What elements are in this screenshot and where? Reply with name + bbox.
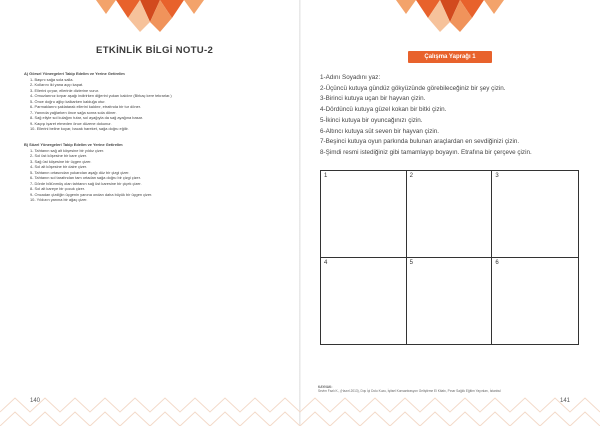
list-item: 6- Tahtanın sol tarafından tam ortadan sağa doğru bir çizgi çizer. (30, 175, 141, 180)
list-item: 2- Sol üst köşesine bir kare çizer. (30, 153, 88, 158)
task-line: 7-Beşinci kutuya oyun parkında bulunan araçlardan en sevdiğinizi çizin. (320, 138, 520, 146)
list-item: 10- Ellerini beline koyar, bacak hareket, sağa doğru eğilir. (30, 126, 129, 131)
list-item: 5- Önce doğru ağlıp kalkarken kalduğa otur. (30, 98, 106, 104)
list-item: 10- Yıldızın yanına bir ağaç çizer. (30, 197, 88, 202)
section-b (24, 142, 274, 203)
list-item: 8- Sağ eliyle sol kulağını tutar, sol ayağıyla da sağ ayağına basar. (30, 115, 143, 120)
task-line: 4-Dördüncü kutuya güzel kokan bir bitki çizin. (320, 106, 447, 114)
drawing-box-5[interactable]: 5 (407, 258, 493, 345)
worksheet-badge: Çalışma Yaprağı 1 (408, 51, 492, 63)
list-item: 7- Yanında yağlarken önce sağa sonra sola döner. (30, 109, 117, 115)
drawing-box-4[interactable]: 4 (321, 258, 407, 345)
list-item: 8- Sol alt kareye bir çocuk çizer. (30, 186, 85, 191)
drawing-box-2[interactable]: 2 (407, 171, 493, 258)
right-page (300, 0, 600, 426)
drawing-box-6[interactable]: 6 (495, 259, 499, 266)
drawing-box-3[interactable]: 3 (492, 171, 578, 258)
list-item: 9- Kaçışı işaret etmeden önce düzene dokunur. (30, 120, 112, 126)
list-item: 4- Omuzlarınız kırpar aşağı indirirken diğerini yukarı kaldırır (Birkaç kere tekrarlar.) (30, 93, 172, 98)
task-line: 1-Adını Soyadını yaz: (320, 74, 381, 81)
list-item: 6- Parmaklarını şaklatarak ellerini kaldırır, etrafında bir tur döner. (30, 104, 141, 109)
list-item: 4- Sol alt köşesine bir daire çizer. (30, 164, 88, 169)
info-note-title: ETKİNLİK BİLGİ NOTU-2 (96, 45, 214, 56)
section-a-heading: A) Görsel Yönergeleri Takip Edelim ve Yerine Getirelim (24, 71, 125, 76)
bottom-pattern (0, 392, 600, 426)
task-line: 8-Şimdi resmi istediğiniz gibi tamamlayıp boyayın. Etrafına bir çerçeve çizin. (320, 148, 532, 156)
list-item: 1- Tahtanın sağ alt köşesine bir yıldız çizer. (30, 147, 105, 153)
top-right-ornament (396, 0, 504, 38)
task-line: 5-İkinci kutuya bir oyuncağınızı çizin. (320, 116, 423, 124)
section-b-heading: B) Sözel Yönergeleri Takip Edelim ve Yerine Getirelim (24, 142, 123, 147)
drawing-box-1[interactable]: 1 (321, 171, 407, 258)
source-text: Sevim Fazlı K., (Hazırl.2013), Dışı İçi Dolu Kuzu, İşitsel Konsantrasyon Geliştirme El Kitabı, Pınar Sağlık Eğitim Yayınları, İstanbul (318, 389, 501, 394)
list-item: 7- Dörde bölünmüş olan tahtanın sağ üst karesine bir çiçek çizer. (30, 180, 142, 186)
worksheet-tasks (320, 73, 532, 159)
task-line: 2-Üçüncü kutuya gündüz gökyüzünde görebileceğiniz bir şey çizin. (320, 84, 506, 92)
list-item: 9- Oncadan çizdiğin üçgenin yanına ondan daha büyük bir üçgen çizer. (30, 191, 153, 197)
top-left-ornament (96, 0, 204, 38)
list-item: 5- Tahtanın ortasından yukarıdan aşağı düz bir çizgi çizer. (30, 169, 130, 175)
list-item: 3- Sağ üst köşesine bir üçgen çizer. (30, 158, 92, 164)
page-number-left: 140 (30, 398, 41, 404)
drawing-grid (320, 170, 579, 345)
task-line: 3-Birinci kutuya uçan bir hayvan çizin. (320, 95, 426, 103)
section-a (24, 71, 274, 132)
page-number-right: 141 (560, 398, 571, 404)
list-item: 2- Kollarını iki yana açıp kapat. (30, 82, 84, 87)
list-item: 1- Başını sağa sola salla. (30, 76, 74, 82)
list-item: 3- Ellerini çırpar, ellerinle dizlerine vurur. (30, 87, 99, 93)
task-line: 6-Altıncı kutuya süt seven bir hayvan çizin. (320, 127, 439, 135)
source-label: KAYNAK: (318, 385, 333, 389)
